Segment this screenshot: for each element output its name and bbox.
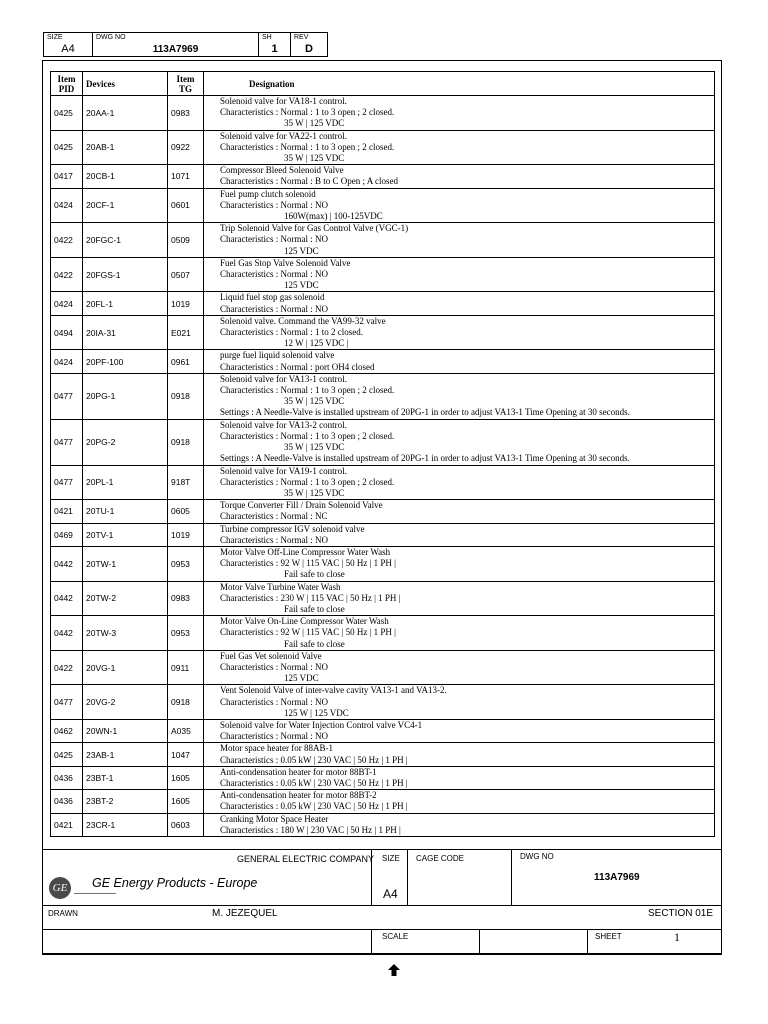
tb-col-dwg-left — [511, 849, 512, 905]
section-id: SECTION 01E — [648, 908, 714, 919]
item-pid: 0421 — [51, 500, 83, 523]
device-tag: 20AA-1 — [83, 96, 168, 131]
device-tag: 20CF-1 — [83, 188, 168, 223]
designation-line: Liquid fuel stop gas solenoid — [220, 292, 325, 303]
device-tag: 20TW-1 — [83, 546, 168, 581]
dwg-cell — [92, 32, 259, 57]
designation-line: Characteristics : Normal : NO — [220, 234, 328, 245]
designation-line: Settings : A Needle-Valve is installed upstream of 20PG-1 in order to adjust VA13-1 Time Opening at 30 seconds. — [220, 453, 630, 464]
up-arrow-icon — [387, 963, 401, 977]
drawn-by: M. JEZEQUEL — [212, 908, 278, 919]
item-tg: 1019 — [168, 523, 204, 546]
item-pid: 0417 — [51, 165, 83, 188]
designation — [204, 257, 715, 292]
designation-line: Torque Converter Fill / Drain Solenoid Valve — [220, 500, 383, 511]
tb-divider-scale — [42, 929, 722, 930]
ge-logo-icon: GE — [49, 877, 71, 899]
table-row — [51, 419, 715, 465]
designation-line: Characteristics : Normal : 1 to 3 open ; 2 closed. — [220, 107, 395, 118]
item-pid: 0462 — [51, 719, 83, 742]
designation-line: 160W(max) | 100-125VDC — [284, 211, 383, 222]
device-tag: 20TW-2 — [83, 581, 168, 616]
designation-line: Characteristics : 230 W | 115 VAC | 50 Hz | 1 PH | — [220, 592, 401, 603]
designation — [204, 650, 715, 685]
designation-line: Turbine compressor IGV solenoid valve — [220, 523, 365, 534]
item-tg: 1047 — [168, 743, 204, 766]
designation — [204, 419, 715, 465]
designation-line: 125 VDC — [284, 673, 319, 684]
device-tag: 20FGS-1 — [83, 257, 168, 292]
device-tag: 20VG-2 — [83, 685, 168, 720]
table-row — [51, 546, 715, 581]
item-pid: 0477 — [51, 419, 83, 465]
item-pid: 0422 — [51, 257, 83, 292]
table-row — [51, 465, 715, 500]
designation-line: Characteristics : Normal : 1 to 3 open ; 2 closed. — [220, 141, 395, 152]
designation-line: Anti-condensation heater for motor 88BT-2 — [220, 790, 377, 801]
designation-line: Characteristics : Normal : 1 to 2 closed. — [220, 327, 363, 338]
designation-line: Characteristics : Normal : NO — [220, 661, 328, 672]
device-tag: 20WN-1 — [83, 719, 168, 742]
device-tag: 20FL-1 — [83, 292, 168, 315]
designation-line: Motor Valve Off-Line Compressor Water Wash — [220, 546, 391, 557]
designation-line: Fail safe to close — [284, 569, 345, 580]
device-tag: 23BT-1 — [83, 766, 168, 789]
tb-divider-drawn — [42, 905, 722, 906]
table-row — [51, 96, 715, 131]
device-tag: 20IA-31 — [83, 315, 168, 350]
size-cell — [43, 32, 93, 57]
table-row — [51, 523, 715, 546]
designation — [204, 685, 715, 720]
designation — [204, 223, 715, 258]
device-tag: 23CR-1 — [83, 813, 168, 836]
designation — [204, 350, 715, 373]
company-name: GENERAL ELECTRIC COMPANY — [237, 854, 375, 864]
designation-line: Characteristics : Normal : NO — [220, 534, 328, 545]
item-pid: 0477 — [51, 373, 83, 419]
item-pid: 0442 — [51, 546, 83, 581]
item-pid: 0436 — [51, 790, 83, 813]
designation — [204, 766, 715, 789]
tb-top-border — [42, 849, 722, 850]
device-tag: 20CB-1 — [83, 165, 168, 188]
col-header-devices: Devices — [83, 72, 168, 96]
designation — [204, 292, 715, 315]
item-tg: 0601 — [168, 188, 204, 223]
size-label: SIZE — [47, 34, 63, 41]
table-row — [51, 616, 715, 651]
col-header-designation: Designation — [204, 72, 715, 96]
item-pid: 0442 — [51, 616, 83, 651]
tb-size-value: A4 — [383, 887, 398, 901]
designation — [204, 188, 715, 223]
designation-line: Compressor Bleed Solenoid Valve — [220, 165, 344, 176]
designation — [204, 523, 715, 546]
table-row — [51, 223, 715, 258]
bottom-title-block — [42, 849, 722, 955]
device-tag: 20PG-1 — [83, 373, 168, 419]
item-pid: 0421 — [51, 813, 83, 836]
tb-col-scale-left — [371, 929, 372, 955]
tb-right-border — [721, 849, 722, 955]
designation — [204, 581, 715, 616]
designation-line: Characteristics : Normal : NO — [220, 731, 328, 742]
item-tg: 1605 — [168, 766, 204, 789]
designation — [204, 165, 715, 188]
col-header-pid: Item PID — [51, 72, 83, 96]
sh-label: SH — [262, 34, 272, 41]
item-pid: 0422 — [51, 650, 83, 685]
designation-line: Characteristics : Normal : 1 to 3 open ; 2 closed. — [220, 476, 395, 487]
table-row — [51, 813, 715, 836]
designation-line: Characteristics : Normal : NO — [220, 269, 328, 280]
designation-line: Solenoid valve for VA13-1 control. — [220, 373, 347, 384]
item-tg: 0605 — [168, 500, 204, 523]
device-tag: 20TV-1 — [83, 523, 168, 546]
designation-line: 125 VDC — [284, 280, 319, 291]
item-pid: 0442 — [51, 581, 83, 616]
tb-col-sheet-left — [587, 929, 588, 955]
table-row — [51, 130, 715, 165]
sheet-label: SHEET — [595, 932, 622, 941]
rev-label: REV — [294, 34, 309, 41]
table-row — [51, 257, 715, 292]
designation-line: Fuel Gas Vet solenoid Valve — [220, 650, 322, 661]
designation-line: Settings : A Needle-Valve is installed upstream of 20PG-1 in order to adjust VA13-1 Time Opening at 30 seconds. — [220, 407, 630, 418]
designation-line: 125 VDC — [284, 245, 319, 256]
designation-line: 35 W | 125 VDC — [284, 487, 345, 498]
sh-value: 1 — [271, 43, 278, 55]
tb-col-scale-right — [479, 929, 480, 955]
tb-dwg-value: 113A7969 — [594, 872, 640, 883]
designation — [204, 130, 715, 165]
designation — [204, 719, 715, 742]
item-tg: 0983 — [168, 96, 204, 131]
designation-line: 35 W | 125 VDC — [284, 442, 345, 453]
designation-line: Solenoid valve for VA19-1 control. — [220, 465, 347, 476]
tb-col-cage-left — [407, 849, 408, 905]
designation-line: Characteristics : Normal : B to C Open ; A closed — [220, 176, 398, 187]
item-tg: 0603 — [168, 813, 204, 836]
table-row — [51, 292, 715, 315]
designation-line: Solenoid valve for Water Injection Control valve VC4-1 — [220, 719, 423, 730]
designation — [204, 616, 715, 651]
designation-line: Characteristics : 0.05 kW | 230 VAC | 50 Hz | 1 PH | — [220, 754, 408, 765]
designation-line: Cranking Motor Space Heater — [220, 813, 329, 824]
table-row — [51, 165, 715, 188]
table-row — [51, 743, 715, 766]
item-tg: 0922 — [168, 130, 204, 165]
designation-line: Characteristics : 180 W | 230 VAC | 50 Hz | 1 PH | — [220, 824, 401, 835]
designation-line: 35 W | 125 VDC — [284, 153, 345, 164]
designation-line: Fail safe to close — [284, 638, 345, 649]
device-tag: 20FGC-1 — [83, 223, 168, 258]
item-pid: 0425 — [51, 743, 83, 766]
designation — [204, 743, 715, 766]
designation-line: 35 W | 125 VDC — [284, 396, 345, 407]
designation-line: Characteristics : 0.05 kW | 230 VAC | 50 Hz | 1 PH | — [220, 777, 408, 788]
designation-line: Motor space heater for 88AB-1 — [220, 743, 333, 754]
table-row — [51, 685, 715, 720]
size-value: A4 — [61, 43, 75, 55]
table-row — [51, 650, 715, 685]
device-tag: 20AB-1 — [83, 130, 168, 165]
scale-label: SCALE — [382, 932, 409, 941]
tb-left-border — [42, 849, 43, 955]
designation-line: Anti-condensation heater for motor 88BT-1 — [220, 766, 377, 777]
item-tg: 0961 — [168, 350, 204, 373]
designation — [204, 315, 715, 350]
designation — [204, 96, 715, 131]
designation-line: Characteristics : Normal : NO — [220, 199, 328, 210]
tb-bottom-border — [42, 954, 722, 955]
sh-cell — [258, 32, 291, 57]
item-tg: 0953 — [168, 616, 204, 651]
designation-line: purge fuel liquid solenoid valve — [220, 350, 335, 361]
device-tag: 20PF-100 — [83, 350, 168, 373]
item-pid: 0425 — [51, 130, 83, 165]
device-table-body — [51, 96, 715, 837]
item-pid: 0477 — [51, 685, 83, 720]
designation-line: Characteristics : 92 W | 115 VAC | 50 Hz | 1 PH | — [220, 558, 396, 569]
item-pid: 0469 — [51, 523, 83, 546]
division-name: GE Energy Products - Europe — [92, 876, 258, 890]
designation-line: Characteristics : 92 W | 115 VAC | 50 Hz | 1 PH | — [220, 627, 396, 638]
designation-line: Fail safe to close — [284, 603, 345, 614]
designation — [204, 500, 715, 523]
item-pid: 0422 — [51, 223, 83, 258]
device-tag: 20PG-2 — [83, 419, 168, 465]
device-tag: 23AB-1 — [83, 743, 168, 766]
item-tg: 0911 — [168, 650, 204, 685]
device-tag: 20TU-1 — [83, 500, 168, 523]
table-row — [51, 719, 715, 742]
item-pid: 0424 — [51, 188, 83, 223]
designation-line: Fuel Gas Stop Valve Solenoid Valve — [220, 257, 351, 268]
table-row — [51, 790, 715, 813]
item-pid: 0436 — [51, 766, 83, 789]
item-tg: 0918 — [168, 685, 204, 720]
dwg-value: 113A7969 — [152, 44, 199, 55]
item-tg: A035 — [168, 719, 204, 742]
sheet-number: 1 — [674, 930, 680, 944]
designation-line: Characteristics : Normal : NO — [220, 303, 328, 314]
designation — [204, 373, 715, 419]
designation-line: 35 W | 125 VDC — [284, 118, 345, 129]
designation — [204, 546, 715, 581]
designation-line: Characteristics : 0.05 kW | 230 VAC | 50 Hz | 1 PH | — [220, 801, 408, 812]
item-pid: 0424 — [51, 292, 83, 315]
item-tg: 1019 — [168, 292, 204, 315]
device-table — [50, 71, 715, 837]
designation-line: Solenoid valve for VA22-1 control. — [220, 130, 347, 141]
table-row — [51, 500, 715, 523]
designation-line: Vent Solenoid Valve of inter-valve cavity VA13-1 and VA13-2. — [220, 685, 447, 696]
item-pid: 0494 — [51, 315, 83, 350]
item-pid: 0477 — [51, 465, 83, 500]
item-pid: 0425 — [51, 96, 83, 131]
item-pid: 0424 — [51, 350, 83, 373]
rev-value: D — [305, 43, 313, 55]
designation-line: Characteristics : Normal : 1 to 3 open ; 2 closed. — [220, 385, 395, 396]
designation-line: Characteristics : Normal : 1 to 3 open ; 2 closed. — [220, 430, 395, 441]
designation-line: 12 W | 125 VDC | — [284, 338, 349, 349]
item-tg: 1605 — [168, 790, 204, 813]
device-tag: 20TW-3 — [83, 616, 168, 651]
designation-line: Trip Solenoid Valve for Gas Control Valve (VGC-1) — [220, 223, 409, 234]
logo-underline — [74, 893, 116, 894]
item-tg: 918T — [168, 465, 204, 500]
item-tg: 0507 — [168, 257, 204, 292]
cage-code-label: CAGE CODE — [416, 854, 465, 863]
designation-line: Characteristics : Normal : NO — [220, 696, 328, 707]
designation-line: Solenoid valve for VA18-1 control. — [220, 96, 347, 106]
tb-size-label: SIZE — [382, 854, 400, 863]
designation-line: Solenoid valve. Command the VA99-32 valve — [220, 315, 386, 326]
designation-line: Solenoid valve for VA13-2 control. — [220, 419, 347, 430]
designation-line: Motor Valve On-Line Compressor Water Wash — [220, 616, 389, 627]
device-tag: 20VG-1 — [83, 650, 168, 685]
item-tg: 0983 — [168, 581, 204, 616]
item-tg: 0918 — [168, 373, 204, 419]
designation-line: Fuel pump clutch solenoid — [220, 188, 316, 199]
designation-line: 125 W | 125 VDC — [284, 707, 349, 718]
designation-line: Characteristics : Normal : port OH4 closed — [220, 361, 375, 372]
table-row — [51, 315, 715, 350]
drawn-label: DRAWN — [48, 909, 78, 918]
designation — [204, 813, 715, 836]
tb-dwg-label: DWG NO — [520, 852, 554, 861]
designation-line: Characteristics : Normal : NC — [220, 511, 328, 522]
rev-cell — [290, 32, 328, 57]
table-row — [51, 350, 715, 373]
item-tg: 0953 — [168, 546, 204, 581]
item-tg: 0918 — [168, 419, 204, 465]
table-row — [51, 188, 715, 223]
item-tg: 0509 — [168, 223, 204, 258]
designation-line: Motor Valve Turbine Water Wash — [220, 581, 341, 592]
col-header-tg: Item TG — [168, 72, 204, 96]
item-tg: 1071 — [168, 165, 204, 188]
table-row — [51, 766, 715, 789]
item-tg: E021 — [168, 315, 204, 350]
designation — [204, 465, 715, 500]
designation — [204, 790, 715, 813]
device-tag: 23BT-2 — [83, 790, 168, 813]
device-tag: 20PL-1 — [83, 465, 168, 500]
table-row — [51, 373, 715, 419]
table-header-row — [51, 72, 715, 96]
dwg-label: DWG NO — [96, 34, 126, 41]
table-row — [51, 581, 715, 616]
